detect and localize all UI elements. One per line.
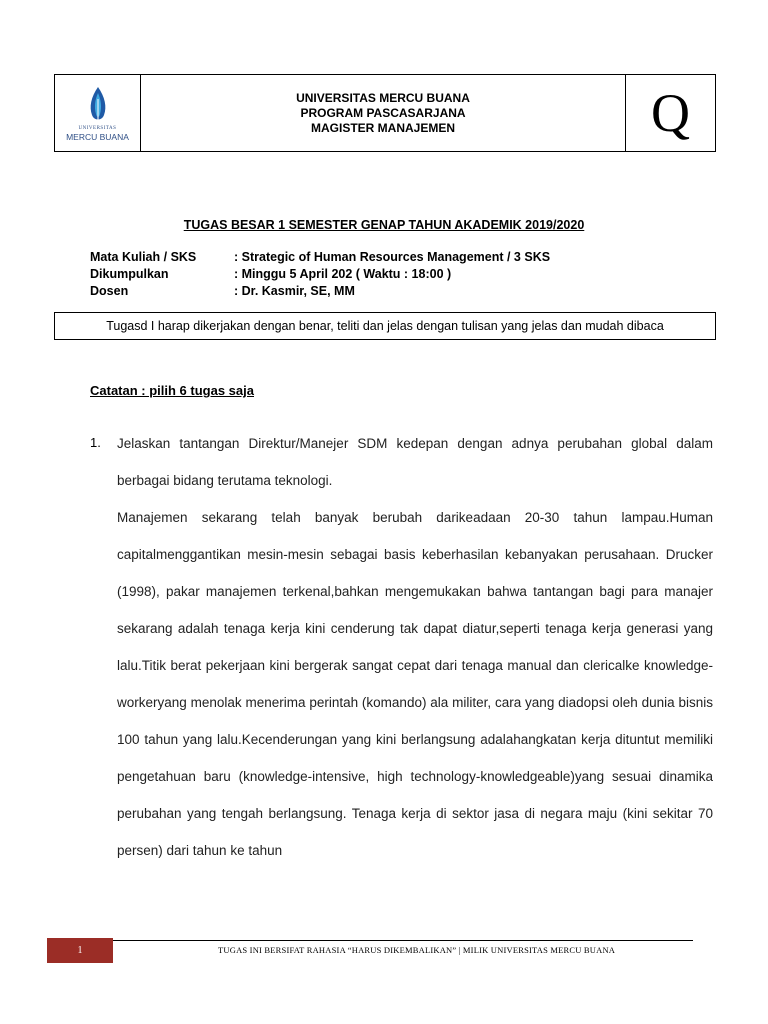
info-value: : Dr. Kasmir, SE, MM — [234, 284, 355, 298]
task-answer: Manajemen sekarang telah banyak berubah darikeadaan 20-30 tahun lampau.Human capitalmenggantikan mesin-mesin sebagai basis keberhasilan kebanyakan perusahaan. Drucker (1998), pakar manajemen terkenal,bahkan mengemukakan bahwa tantangan bagi para manajer sekarang adalah tenaga kerja kini cenderung tak dapat diatur,seperti tenaga kerja generasi yang lalu.Titik berat pekerjaan kini bergerak sangat cepat dari tenaga manual dan clericalke knowledge-workeryang menolak menerima perintah (komando) ala militer, cara yang diadopsi oleh dunia bisnis 100 tahun yang lalu.Kecenderungan yang kini berlangsung adalahangkatan kerja dituntut memiliki pengetahuan baru (knowledge-intensive, high technology-knowledgeable)yang sesuai dinamika perubahan yang tengah berlangsung. Tenaga kerja di sektor jasa di negara maju (kini sekitar 70 persen) dari tahun ke tahun — [117, 510, 713, 858]
header-titles — [141, 75, 625, 151]
code-letter: Q — [625, 75, 715, 151]
info-row-course — [90, 249, 550, 266]
task-body — [117, 425, 713, 869]
info-label: Dikumpulkan — [90, 267, 169, 281]
university-logo — [55, 75, 141, 151]
logo-name: MERCU BUANA — [66, 131, 129, 142]
page-number: 1 — [47, 938, 113, 963]
footer-divider — [113, 940, 693, 941]
info-value: : Minggu 5 April 202 ( Waktu : 18:00 ) — [234, 267, 452, 281]
logo-small-text: UNIVERSITAS — [78, 125, 117, 131]
info-row-lecturer — [90, 283, 550, 300]
info-label: Dosen — [90, 284, 129, 298]
course-info — [90, 249, 550, 300]
task-question: Jelaskan tantangan Direktur/Manejer SDM kedepan dengan adnya perubahan global dalam berbagai bidang terutama teknologi. — [117, 436, 713, 488]
department-name: MAGISTER MANAJEMEN — [310, 120, 455, 135]
program-name: PROGRAM PASCASARJANA — [300, 105, 466, 120]
instruction-box: Tugasd I harap dikerjakan dengan benar, teliti dan jelas dengan tulisan yang jelas dan mudah dibaca — [54, 312, 716, 340]
info-label: Mata Kuliah / SKS — [90, 250, 197, 264]
task-number: 1. — [90, 435, 101, 450]
info-row-due — [90, 266, 550, 283]
info-value: : Strategic of Human Resources Management / 3 SKS — [234, 250, 551, 264]
university-name: UNIVERSITAS MERCU BUANA — [296, 90, 470, 105]
note-text: Catatan : pilih 6 tugas saja — [90, 383, 254, 398]
assignment-title: TUGAS BESAR 1 SEMESTER GENAP TAHUN AKADEMIK 2019/2020 — [183, 218, 585, 232]
flame-logo-icon — [78, 85, 118, 125]
document-header — [54, 74, 716, 152]
footer-text: TUGAS INI BERSIFAT RAHASIA “HARUS DIKEMBALIKAN” | MILIK UNIVERSITAS MERCU BUANA — [218, 945, 616, 955]
